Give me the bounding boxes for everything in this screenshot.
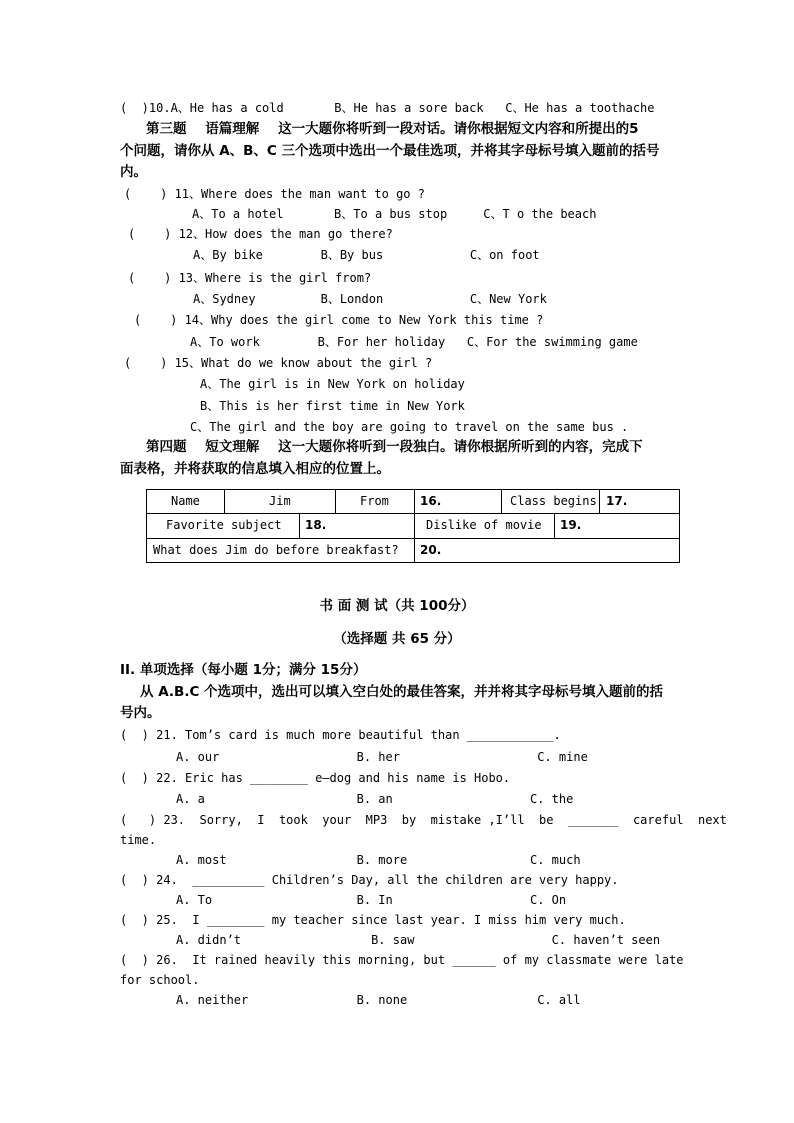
part3-intro-line3: 内。	[120, 164, 147, 180]
favorite-subject-label: Favorite subject	[147, 514, 300, 538]
question-15-option-c: C、The girl and the boy are going to travel on the same bus .	[190, 420, 629, 434]
question-14: ( ) 14、Why does the girl come to New York this time ?	[134, 313, 544, 327]
instruction-line1: 从 A.B.C 个选项中，选出可以填入空白处的最佳答案，并并将其字母标号填入题前的括	[140, 684, 664, 700]
question-12: ( ) 12、How does the man go there?	[128, 227, 393, 241]
question-10: ( )10.A、He has a cold B、He has a sore back C、He has a toothache	[120, 101, 655, 115]
question-13: ( ) 13、Where is the girl from?	[128, 271, 372, 285]
question-25: ( ) 25. I ________ my teacher since last year. I miss him very much.	[120, 913, 626, 927]
question-13-options: A、Sydney B、London C、New York	[193, 292, 547, 306]
question-21-options: A. our B. her C. mine	[176, 750, 588, 764]
part4-intro-line2: 面表格，并将获取的信息填入相应的位置上。	[120, 461, 390, 477]
question-21: ( ) 21. Tom’s card is much more beautiful than ____________.	[120, 728, 561, 742]
question-25-options: A. didn’t B. saw C. haven’t seen	[176, 933, 661, 947]
question-24-options: A. To B. In C. On	[176, 893, 567, 907]
answer-20[interactable]: 20.	[420, 543, 442, 557]
question-11-options: A、To a hotel B、To a bus stop C、T o the beach	[192, 207, 597, 221]
answer-16[interactable]: 16.	[415, 490, 502, 513]
question-24: ( ) 24. __________ Children’s Day, all the children are very happy.	[120, 873, 619, 887]
part4-intro-line1: 第四题 短文理解 这一大题你将听到一段独白。请你根据所听到的内容，完成下	[146, 439, 643, 455]
name-label: Name	[147, 490, 225, 513]
part3-intro-line2: 个问题，请你从 A、B、C 三个选项中选出一个最佳选项，并将其字母标号填入题前的括号	[120, 143, 660, 159]
part3-intro-line1: 第三题 语篇理解 这一大题你将听到一段对话。请你根据短文内容和所提出的5	[146, 121, 639, 137]
question-23-continued: time.	[120, 833, 157, 847]
question-15-option-b: B、This is her first time in New York	[200, 399, 465, 413]
dislike-movie-label: Dislike of movie	[415, 514, 555, 538]
question-26-options: A. neither B. none C. all	[176, 993, 581, 1007]
question-22: ( ) 22. Eric has ________ e—dog and his name is Hobo.	[120, 771, 511, 785]
answer-18[interactable]: 18.	[300, 514, 415, 538]
from-label: From	[336, 490, 415, 513]
breakfast-label: What does Jim do before breakfast?	[147, 539, 415, 563]
instruction-line2: 号内。	[120, 705, 161, 721]
question-23: ( ) 23. Sorry, I took your MP3 by mistake ,I’ll be _______ careful next	[120, 813, 727, 827]
question-15: ( ) 15、What do we know about the girl ?	[124, 356, 433, 370]
info-table	[146, 489, 680, 563]
name-value: Jim	[225, 490, 336, 513]
question-23-options: A. most B. more C. much	[176, 853, 581, 867]
table-row	[147, 539, 679, 563]
question-14-options: A、To work B、For her holiday C、For the swimming game	[190, 335, 638, 349]
answer-19[interactable]: 19.	[560, 518, 582, 532]
class-begins-label: Class begins	[502, 490, 600, 513]
table-row	[147, 490, 679, 514]
answer-17[interactable]: 17.	[606, 494, 628, 508]
section-heading: II. 单项选择（每小题 1分；满分 15分）	[120, 662, 367, 678]
question-26: ( ) 26. It rained heavily this morning, but ______ of my classmate were late	[120, 953, 684, 967]
question-11: ( ) 11、Where does the man want to go ?	[124, 187, 425, 201]
question-26-continued: for school.	[120, 973, 200, 987]
question-12-options: A、By bike B、By bus C、on foot	[193, 248, 540, 262]
written-test-subtitle: （选择题 共 65 分）	[333, 631, 461, 647]
question-22-options: A. a B. an C. the	[176, 792, 574, 806]
written-test-title: 书 面 测 试（共 100分）	[319, 598, 475, 614]
question-15-option-a: A、The girl is in New York on holiday	[200, 377, 465, 391]
table-row	[147, 514, 679, 539]
